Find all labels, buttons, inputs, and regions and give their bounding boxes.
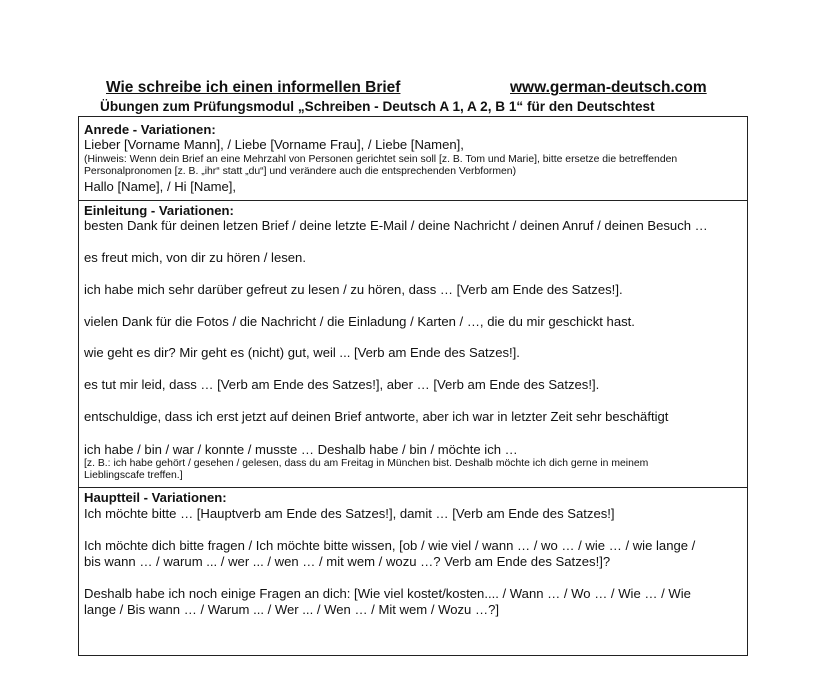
text-line: vielen Dank für die Fotos / die Nachricht / die Einladung / Karten / …, die du mir geschickt hast. bbox=[84, 314, 635, 329]
text-line: besten Dank für deinen letzen Brief / deine letzte E-Mail / deine Nachricht / deinen Anruf / deinen Besuch … bbox=[84, 218, 708, 233]
note-line: Lieblingscafe treffen.] bbox=[84, 470, 183, 481]
website-link[interactable]: www.german-deutsch.com bbox=[510, 79, 707, 96]
section-heading: Hauptteil - Variationen: bbox=[84, 490, 227, 505]
note-line: (Hinweis: Wenn dein Brief an eine Mehrzahl von Personen gerichtet sein soll [z. B. Tom und Marie], bitte ersetze die betreffenden bbox=[84, 154, 678, 165]
section-anrede bbox=[79, 117, 747, 201]
document-subtitle: Übungen zum Prüfungsmodul „Schreiben - Deutsch A 1, A 2, B 1“ für den Deutschtest bbox=[100, 99, 655, 114]
text-line: es tut mir leid, dass … [Verb am Ende des Satzes!], aber … [Verb am Ende des Satzes!]. bbox=[84, 377, 600, 392]
text-line: Deshalb habe ich noch einige Fragen an dich: [Wie viel kostet/kosten.... / Wann … / Wo … / Wie … / Wie bbox=[84, 586, 691, 601]
text-line: ich habe / bin / war / konnte / musste … Deshalb habe / bin / möchte ich … bbox=[84, 442, 518, 457]
text-line: Ich möchte dich bitte fragen / Ich möchte bitte wissen, [ob / wie viel / wann … / wo … / wie … / wie lange / bbox=[84, 538, 696, 553]
text-line: es freut mich, von dir zu hören / lesen. bbox=[84, 250, 306, 265]
section-hauptteil bbox=[79, 488, 747, 688]
text-line: entschuldige, dass ich erst jetzt auf deinen Brief antworte, aber ich war in letzter Zeit sehr beschäftigt bbox=[84, 409, 669, 424]
text-line: Ich möchte bitte … [Hauptverb am Ende des Satzes!], damit … [Verb am Ende des Satzes!] bbox=[84, 506, 615, 521]
note-line: Personalpronomen [z. B. „ihr“ statt „du“] und verändere auch die entsprechenden Verbformen) bbox=[84, 166, 517, 177]
section-heading: Anrede - Variationen: bbox=[84, 122, 216, 137]
content-table bbox=[78, 116, 748, 656]
text-line: lange / Bis wann … / Warum ... / Wer ... / Wen … / Mit wem / Wozu …?] bbox=[84, 602, 499, 617]
title-row bbox=[106, 79, 746, 97]
text-line: Hallo [Name], / Hi [Name], bbox=[84, 179, 237, 194]
document-title: Wie schreibe ich einen informellen Brief bbox=[106, 79, 401, 96]
text-line: bis wann … / warum ... / wer ... / wen … / mit wem / wozu …? Verb am Ende des Satzes!]? bbox=[84, 554, 611, 569]
text-line: wie geht es dir? Mir geht es (nicht) gut, weil ... [Verb am Ende des Satzes!]. bbox=[84, 345, 520, 360]
text-line: ich habe mich sehr darüber gefreut zu lesen / zu hören, dass … [Verb am Ende des Satzes!]. bbox=[84, 282, 623, 297]
text-line: Lieber [Vorname Mann], / Liebe [Vorname Frau], / Liebe [Namen], bbox=[84, 137, 464, 152]
section-einleitung bbox=[79, 201, 747, 488]
note-line: [z. B.: ich habe gehört / gesehen / gelesen, dass du am Freitag in München bist. Deshalb möchte ich dich gerne in meinem bbox=[84, 458, 649, 469]
section-heading: Einleitung - Variationen: bbox=[84, 203, 234, 218]
